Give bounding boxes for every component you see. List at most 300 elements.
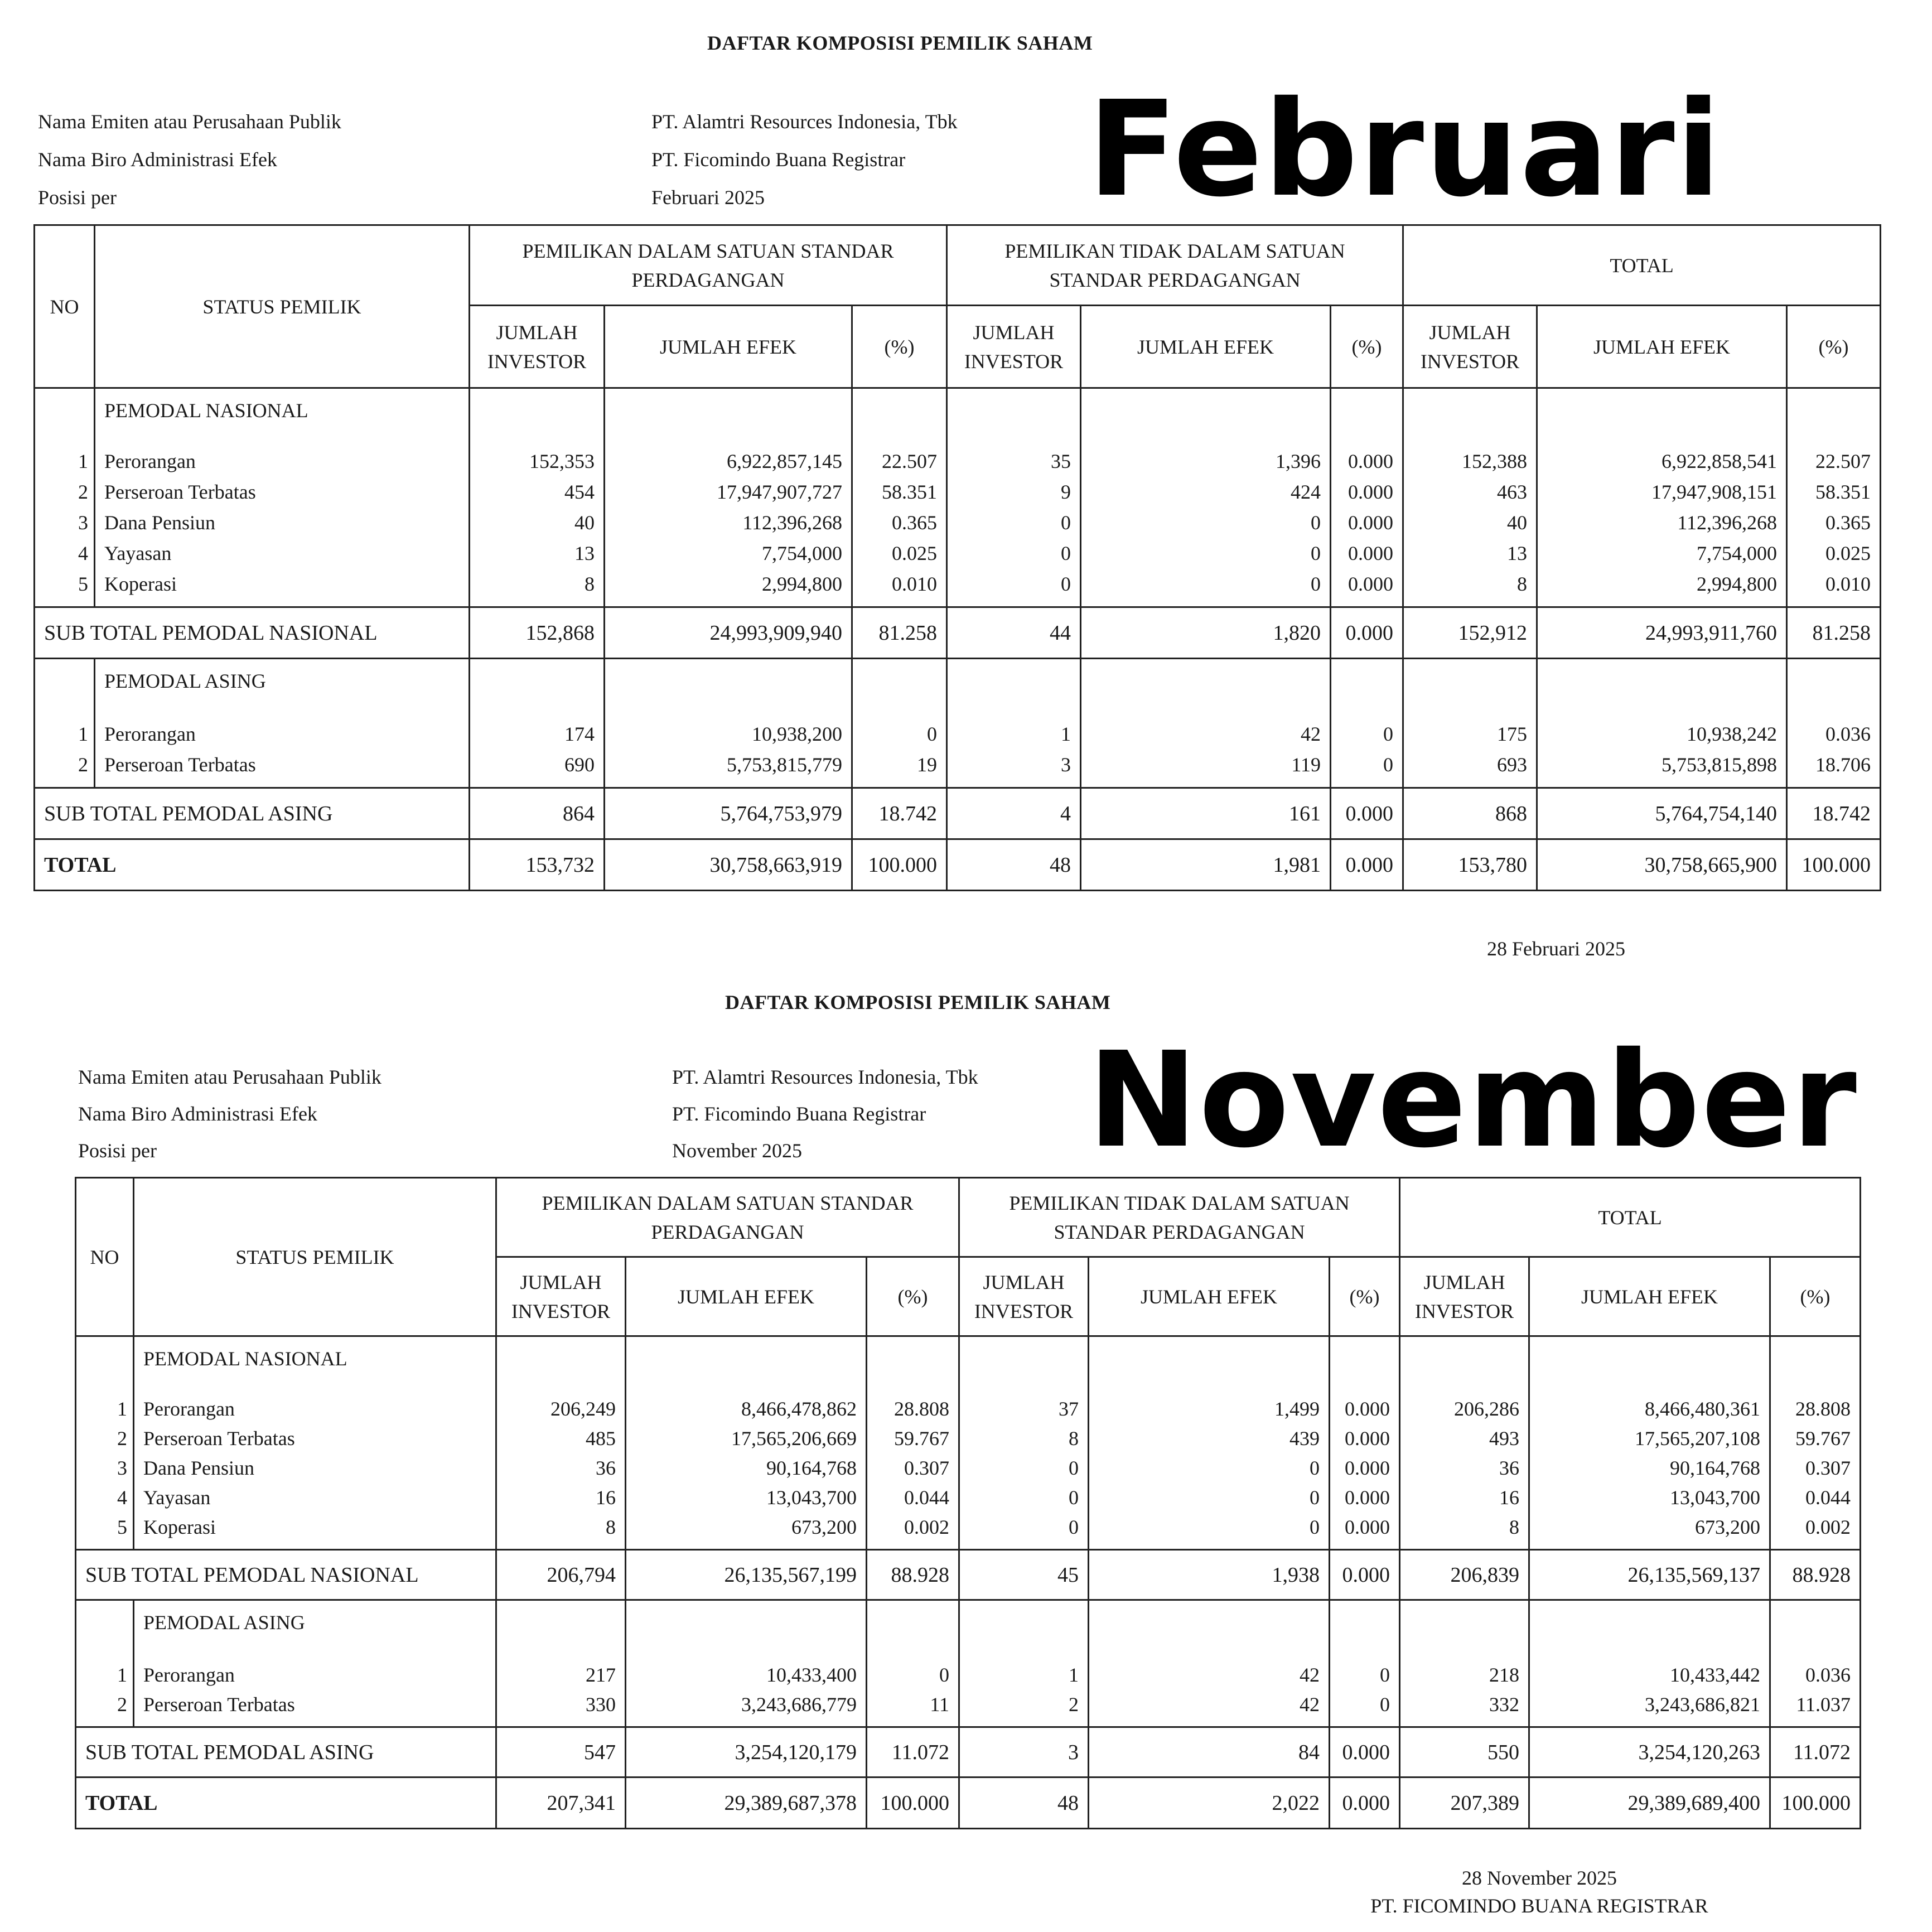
no-cell xyxy=(35,388,95,446)
empty-cell xyxy=(496,1542,626,1550)
jumlah-investor: 0 xyxy=(947,569,1081,600)
meta-value: November 2025 xyxy=(672,1139,802,1162)
jumlah-investor: 550 xyxy=(1400,1727,1529,1778)
jumlah-investor: 485 xyxy=(496,1424,626,1453)
table-row xyxy=(76,1424,1861,1453)
percent: 0.025 xyxy=(852,538,947,569)
subtotal-nasional-row-label: SUB TOTAL PEMODAL NASIONAL xyxy=(76,1550,496,1600)
jumlah-investor: 8 xyxy=(496,1513,626,1542)
jumlah-efek: 17,565,207,108 xyxy=(1529,1424,1770,1453)
table-row xyxy=(76,1690,1861,1720)
col-header-pct: (%) xyxy=(867,1257,959,1336)
subtotal-asing-row-label: SUB TOTAL PEMODAL ASING xyxy=(76,1727,496,1778)
percent: 22.507 xyxy=(852,446,947,477)
jumlah-investor: 454 xyxy=(470,477,605,508)
jumlah-investor: 1 xyxy=(959,1660,1089,1690)
empty-cell xyxy=(1089,1542,1330,1550)
meta-block xyxy=(78,1059,978,1169)
jumlah-investor: 1 xyxy=(947,719,1081,750)
no-cell xyxy=(76,1600,134,1660)
jumlah-efek: 5,764,753,979 xyxy=(605,788,852,839)
percent: 0 xyxy=(1331,750,1403,780)
jumlah-investor: 40 xyxy=(1403,508,1537,538)
empty-cell xyxy=(867,1542,959,1550)
table-row xyxy=(35,719,1881,750)
group-label: PEMODAL NASIONAL xyxy=(134,1336,496,1394)
empty-cell xyxy=(605,388,852,446)
group-label-row xyxy=(35,388,1881,446)
meta-value: PT. Alamtri Resources Indonesia, Tbk xyxy=(672,1066,978,1088)
jumlah-efek: 29,389,689,400 xyxy=(1529,1778,1770,1829)
jumlah-investor: 3 xyxy=(959,1727,1089,1778)
percent: 0 xyxy=(1330,1690,1400,1720)
jumlah-investor: 174 xyxy=(470,719,605,750)
percent: 0.002 xyxy=(1770,1513,1861,1542)
empty-cell xyxy=(1081,388,1331,446)
jumlah-investor: 9 xyxy=(947,477,1081,508)
jumlah-efek: 17,947,907,727 xyxy=(605,477,852,508)
empty-cell xyxy=(496,1336,626,1394)
empty-cell xyxy=(947,659,1081,719)
meta-label: Posisi per xyxy=(78,1139,157,1162)
percent: 59.767 xyxy=(1770,1424,1861,1453)
jumlah-investor: 868 xyxy=(1403,788,1537,839)
col-header-efek: JUMLAH EFEK xyxy=(1529,1257,1770,1336)
empty-cell xyxy=(959,1542,1089,1550)
group-label: PEMODAL NASIONAL xyxy=(95,388,470,446)
percent: 0 xyxy=(867,1660,959,1690)
empty-cell xyxy=(1770,1600,1861,1660)
col-header-status: STATUS PEMILIK xyxy=(95,225,470,388)
empty-cell xyxy=(1787,780,1881,788)
col-header-pct: (%) xyxy=(1331,306,1403,388)
col-header-efek: JUMLAH EFEK xyxy=(1081,306,1331,388)
empty-cell xyxy=(1787,659,1881,719)
table-row xyxy=(76,1483,1861,1513)
meta-label: Nama Biro Administrasi Efek xyxy=(78,1103,317,1125)
empty-cell xyxy=(1403,659,1537,719)
jumlah-investor: 153,780 xyxy=(1403,839,1537,891)
empty-cell xyxy=(470,600,605,607)
jumlah-investor: 8 xyxy=(959,1424,1089,1453)
jumlah-efek: 17,565,206,669 xyxy=(626,1424,867,1453)
jumlah-investor: 206,794 xyxy=(496,1550,626,1600)
percent: 0.000 xyxy=(1330,1483,1400,1513)
percent: 58.351 xyxy=(852,477,947,508)
empty-cell xyxy=(1787,600,1881,607)
status-pemilik: Dana Pensiun xyxy=(134,1453,496,1483)
status-pemilik: Perorangan xyxy=(95,446,470,477)
empty-cell xyxy=(1770,1720,1861,1727)
jumlah-efek: 439 xyxy=(1089,1424,1330,1453)
empty-cell xyxy=(1537,780,1787,788)
jumlah-efek: 13,043,700 xyxy=(1529,1483,1770,1513)
empty-cell xyxy=(1330,1336,1400,1394)
percent: 0.307 xyxy=(1770,1453,1861,1483)
group-header-tidak-standar: PEMILIKAN TIDAK DALAM SATUAN STANDAR PERDAGANGAN xyxy=(959,1178,1400,1257)
footer-date: 28 Februari 2025 xyxy=(1487,938,1625,960)
jumlah-efek: 424 xyxy=(1081,477,1331,508)
empty-cell xyxy=(1331,600,1403,607)
empty-cell xyxy=(1330,1600,1400,1660)
percent: 28.808 xyxy=(867,1394,959,1424)
jumlah-investor: 693 xyxy=(1403,750,1537,780)
percent: 0.000 xyxy=(1331,607,1403,659)
meta-label: Nama Emiten atau Perusahaan Publik xyxy=(78,1066,381,1088)
jumlah-efek: 8,466,480,361 xyxy=(1529,1394,1770,1424)
empty-cell xyxy=(134,1720,496,1727)
empty-cell xyxy=(959,1720,1089,1727)
table-row xyxy=(35,750,1881,780)
subtotal-asing-row-label: SUB TOTAL PEMODAL ASING xyxy=(35,788,470,839)
jumlah-investor: 36 xyxy=(1400,1453,1529,1483)
jumlah-efek: 7,754,000 xyxy=(605,538,852,569)
jumlah-investor: 36 xyxy=(496,1453,626,1483)
jumlah-efek: 90,164,768 xyxy=(1529,1453,1770,1483)
empty-cell xyxy=(1081,659,1331,719)
jumlah-investor: 8 xyxy=(1403,569,1537,600)
status-pemilik: Perseroan Terbatas xyxy=(134,1690,496,1720)
empty-cell xyxy=(959,1336,1089,1394)
col-header-investor: JUMLAH INVESTOR xyxy=(947,306,1081,388)
row-number: 4 xyxy=(35,538,95,569)
row-number: 4 xyxy=(76,1483,134,1513)
row-number: 5 xyxy=(76,1513,134,1542)
jumlah-investor: 206,286 xyxy=(1400,1394,1529,1424)
empty-cell xyxy=(35,780,95,788)
empty-cell xyxy=(1400,1542,1529,1550)
empty-cell xyxy=(1529,1542,1770,1550)
jumlah-investor: 206,839 xyxy=(1400,1550,1529,1600)
empty-cell xyxy=(1400,1600,1529,1660)
jumlah-investor: 3 xyxy=(947,750,1081,780)
empty-cell xyxy=(1330,1720,1400,1727)
percent: 11.072 xyxy=(867,1727,959,1778)
empty-cell xyxy=(76,1542,134,1550)
group-label-row xyxy=(35,659,1881,719)
jumlah-efek: 2,994,800 xyxy=(605,569,852,600)
col-header-no: NO xyxy=(76,1178,134,1336)
col-header-efek: JUMLAH EFEK xyxy=(605,306,852,388)
percent: 81.258 xyxy=(1787,607,1881,659)
group-label-row xyxy=(76,1336,1861,1394)
percent: 0.010 xyxy=(1787,569,1881,600)
jumlah-investor: 153,732 xyxy=(470,839,605,891)
percent: 59.767 xyxy=(867,1424,959,1453)
empty-cell xyxy=(496,1720,626,1727)
meta-value: PT. Ficomindo Buana Registrar xyxy=(672,1103,926,1125)
percent: 0.000 xyxy=(1330,1453,1400,1483)
meta-value: PT. Ficomindo Buana Registrar xyxy=(651,148,906,171)
meta-label: Nama Biro Administrasi Efek xyxy=(38,148,277,171)
col-header-efek: JUMLAH EFEK xyxy=(1089,1257,1330,1336)
empty-cell xyxy=(867,1336,959,1394)
empty-cell xyxy=(470,659,605,719)
row-number: 3 xyxy=(76,1453,134,1483)
grand-total-row xyxy=(76,1778,1861,1829)
percent: 11.037 xyxy=(1770,1690,1861,1720)
group-label: PEMODAL ASING xyxy=(134,1600,496,1660)
empty-cell xyxy=(1089,1336,1330,1394)
percent: 22.507 xyxy=(1787,446,1881,477)
empty-cell xyxy=(1403,780,1537,788)
percent: 18.742 xyxy=(852,788,947,839)
jumlah-efek: 7,754,000 xyxy=(1537,538,1787,569)
col-header-efek: JUMLAH EFEK xyxy=(1537,306,1787,388)
table-row xyxy=(35,446,1881,477)
col-header-investor: JUMLAH INVESTOR xyxy=(959,1257,1089,1336)
empty-cell xyxy=(947,780,1081,788)
grand-total-row-label: TOTAL xyxy=(35,839,470,891)
grand-total-row-label: TOTAL xyxy=(76,1778,496,1829)
jumlah-efek: 161 xyxy=(1081,788,1331,839)
row-number: 2 xyxy=(35,477,95,508)
jumlah-efek: 42 xyxy=(1081,719,1331,750)
empty-cell xyxy=(1081,780,1331,788)
col-header-investor: JUMLAH INVESTOR xyxy=(1400,1257,1529,1336)
grand-total-row xyxy=(35,839,1881,891)
jumlah-efek: 5,753,815,898 xyxy=(1537,750,1787,780)
empty-cell xyxy=(626,1542,867,1550)
empty-cell xyxy=(1089,1720,1330,1727)
table-row xyxy=(76,1660,1861,1690)
empty-cell xyxy=(1529,1336,1770,1394)
group-header-standar: PEMILIKAN DALAM SATUAN STANDAR PERDAGANGAN xyxy=(496,1178,959,1257)
table-row xyxy=(76,1513,1861,1542)
empty-cell xyxy=(947,600,1081,607)
empty-cell xyxy=(470,780,605,788)
status-pemilik: Yayasan xyxy=(95,538,470,569)
month-overlay-label: November xyxy=(1088,1023,1858,1177)
jumlah-efek: 0 xyxy=(1081,538,1331,569)
jumlah-efek: 10,938,242 xyxy=(1537,719,1787,750)
empty-cell xyxy=(1081,600,1331,607)
empty-cell xyxy=(959,1600,1089,1660)
jumlah-investor: 463 xyxy=(1403,477,1537,508)
jumlah-investor: 206,249 xyxy=(496,1394,626,1424)
jumlah-efek: 17,947,908,151 xyxy=(1537,477,1787,508)
jumlah-efek: 0 xyxy=(1089,1483,1330,1513)
status-pemilik: Koperasi xyxy=(134,1513,496,1542)
table-body xyxy=(35,388,1881,891)
empty-cell xyxy=(95,780,470,788)
jumlah-efek: 673,200 xyxy=(626,1513,867,1542)
empty-cell xyxy=(134,1542,496,1550)
percent: 0.000 xyxy=(1331,839,1403,891)
jumlah-efek: 1,396 xyxy=(1081,446,1331,477)
jumlah-investor: 207,389 xyxy=(1400,1778,1529,1829)
jumlah-investor: 16 xyxy=(1400,1483,1529,1513)
subtotal-nasional-row-label: SUB TOTAL PEMODAL NASIONAL xyxy=(35,607,470,659)
row-number: 2 xyxy=(35,750,95,780)
empty-cell xyxy=(605,600,852,607)
status-pemilik: Perseroan Terbatas xyxy=(95,750,470,780)
percent: 0.000 xyxy=(1331,446,1403,477)
jumlah-efek: 119 xyxy=(1081,750,1331,780)
jumlah-efek: 2,022 xyxy=(1089,1778,1330,1829)
percent: 0.044 xyxy=(1770,1483,1861,1513)
jumlah-efek: 13,043,700 xyxy=(626,1483,867,1513)
jumlah-efek: 10,433,442 xyxy=(1529,1660,1770,1690)
subtotal-asing-row xyxy=(35,788,1881,839)
jumlah-efek: 8,466,478,862 xyxy=(626,1394,867,1424)
jumlah-efek: 42 xyxy=(1089,1660,1330,1690)
jumlah-investor: 13 xyxy=(470,538,605,569)
jumlah-efek: 84 xyxy=(1089,1727,1330,1778)
percent: 58.351 xyxy=(1787,477,1881,508)
col-header-efek: JUMLAH EFEK xyxy=(626,1257,867,1336)
no-cell xyxy=(76,1336,134,1394)
jumlah-efek: 3,254,120,179 xyxy=(626,1727,867,1778)
empty-cell xyxy=(1089,1600,1330,1660)
jumlah-efek: 90,164,768 xyxy=(626,1453,867,1483)
percent: 100.000 xyxy=(852,839,947,891)
empty-cell xyxy=(1330,1542,1400,1550)
row-number: 2 xyxy=(76,1690,134,1720)
jumlah-investor: 48 xyxy=(947,839,1081,891)
meta-block xyxy=(38,103,958,216)
jumlah-investor: 0 xyxy=(959,1453,1089,1483)
percent: 0.000 xyxy=(1331,788,1403,839)
percent: 0.000 xyxy=(1331,508,1403,538)
percent: 0.365 xyxy=(1787,508,1881,538)
jumlah-investor: 45 xyxy=(959,1550,1089,1600)
percent: 0.000 xyxy=(1331,569,1403,600)
jumlah-investor: 152,353 xyxy=(470,446,605,477)
spacer-row xyxy=(76,1720,1861,1727)
spacer-row xyxy=(76,1542,1861,1550)
jumlah-investor: 0 xyxy=(947,538,1081,569)
table-row xyxy=(35,477,1881,508)
status-pemilik: Perseroan Terbatas xyxy=(95,477,470,508)
row-number: 2 xyxy=(76,1424,134,1453)
group-label-row xyxy=(76,1600,1861,1660)
jumlah-efek: 3,243,686,779 xyxy=(626,1690,867,1720)
percent: 19 xyxy=(852,750,947,780)
jumlah-efek: 5,753,815,779 xyxy=(605,750,852,780)
percent: 28.808 xyxy=(1770,1394,1861,1424)
empty-cell xyxy=(1770,1336,1861,1394)
group-header-standar: PEMILIKAN DALAM SATUAN STANDAR PERDAGANGAN xyxy=(470,225,947,306)
empty-cell xyxy=(605,780,852,788)
row-number: 1 xyxy=(35,719,95,750)
jumlah-investor: 218 xyxy=(1400,1660,1529,1690)
meta-value: Februari 2025 xyxy=(651,186,765,209)
empty-cell xyxy=(867,1600,959,1660)
percent: 0.025 xyxy=(1787,538,1881,569)
empty-cell xyxy=(35,600,95,607)
jumlah-efek: 1,981 xyxy=(1081,839,1331,891)
empty-cell xyxy=(852,659,947,719)
jumlah-investor: 690 xyxy=(470,750,605,780)
meta-label: Nama Emiten atau Perusahaan Publik xyxy=(38,110,341,133)
percent: 0.000 xyxy=(1331,538,1403,569)
empty-cell xyxy=(947,388,1081,446)
percent: 11.072 xyxy=(1770,1727,1861,1778)
jumlah-efek: 1,499 xyxy=(1089,1394,1330,1424)
jumlah-efek: 1,820 xyxy=(1081,607,1331,659)
month-overlay-label: Februari xyxy=(1088,73,1722,226)
jumlah-investor: 175 xyxy=(1403,719,1537,750)
jumlah-investor: 35 xyxy=(947,446,1081,477)
jumlah-investor: 152,912 xyxy=(1403,607,1537,659)
percent: 100.000 xyxy=(1770,1778,1861,1829)
percent: 18.742 xyxy=(1787,788,1881,839)
row-number: 1 xyxy=(76,1660,134,1690)
jumlah-efek: 2,994,800 xyxy=(1537,569,1787,600)
jumlah-efek: 10,433,400 xyxy=(626,1660,867,1690)
empty-cell xyxy=(1403,388,1537,446)
empty-cell xyxy=(1529,1600,1770,1660)
jumlah-investor: 207,341 xyxy=(496,1778,626,1829)
percent: 18.706 xyxy=(1787,750,1881,780)
percent: 100.000 xyxy=(867,1778,959,1829)
table-row xyxy=(76,1394,1861,1424)
jumlah-efek: 24,993,909,940 xyxy=(605,607,852,659)
jumlah-investor: 4 xyxy=(947,788,1081,839)
empty-cell xyxy=(1529,1720,1770,1727)
status-pemilik: Perseroan Terbatas xyxy=(134,1424,496,1453)
document-title: DAFTAR KOMPOSISI PEMILIK SAHAM xyxy=(725,991,1111,1013)
percent: 0.036 xyxy=(1787,719,1881,750)
empty-cell xyxy=(1787,388,1881,446)
percent: 0.000 xyxy=(1330,1550,1400,1600)
subtotal-nasional-row xyxy=(76,1550,1861,1600)
percent: 0 xyxy=(1331,719,1403,750)
table-row xyxy=(35,569,1881,600)
row-number: 5 xyxy=(35,569,95,600)
empty-cell xyxy=(867,1720,959,1727)
percent: 88.928 xyxy=(1770,1550,1861,1600)
group-label: PEMODAL ASING xyxy=(95,659,470,719)
document-title: DAFTAR KOMPOSISI PEMILIK SAHAM xyxy=(707,32,1093,54)
spacer-row xyxy=(35,600,1881,607)
row-number: 3 xyxy=(35,508,95,538)
jumlah-efek: 10,938,200 xyxy=(605,719,852,750)
empty-cell xyxy=(626,1720,867,1727)
percent: 0.036 xyxy=(1770,1660,1861,1690)
jumlah-efek: 26,135,567,199 xyxy=(626,1550,867,1600)
jumlah-efek: 1,938 xyxy=(1089,1550,1330,1600)
jumlah-efek: 0 xyxy=(1089,1513,1330,1542)
percent: 0 xyxy=(852,719,947,750)
group-header-total: TOTAL xyxy=(1403,225,1881,306)
percent: 0.307 xyxy=(867,1453,959,1483)
jumlah-investor: 13 xyxy=(1403,538,1537,569)
col-header-pct: (%) xyxy=(1330,1257,1400,1336)
status-pemilik: Perorangan xyxy=(134,1394,496,1424)
subtotal-asing-row xyxy=(76,1727,1861,1778)
jumlah-efek: 112,396,268 xyxy=(1537,508,1787,538)
jumlah-investor: 44 xyxy=(947,607,1081,659)
percent: 0.000 xyxy=(1331,477,1403,508)
empty-cell xyxy=(626,1600,867,1660)
table-row xyxy=(76,1453,1861,1483)
jumlah-efek: 3,243,686,821 xyxy=(1529,1690,1770,1720)
empty-cell xyxy=(496,1600,626,1660)
empty-cell xyxy=(470,388,605,446)
col-header-investor: JUMLAH INVESTOR xyxy=(496,1257,626,1336)
empty-cell xyxy=(1331,388,1403,446)
jumlah-efek: 112,396,268 xyxy=(605,508,852,538)
jumlah-investor: 0 xyxy=(947,508,1081,538)
jumlah-efek: 24,993,911,760 xyxy=(1537,607,1787,659)
jumlah-investor: 8 xyxy=(470,569,605,600)
jumlah-investor: 48 xyxy=(959,1778,1089,1829)
jumlah-efek: 0 xyxy=(1089,1453,1330,1483)
empty-cell xyxy=(1400,1720,1529,1727)
percent: 0.000 xyxy=(1330,1394,1400,1424)
